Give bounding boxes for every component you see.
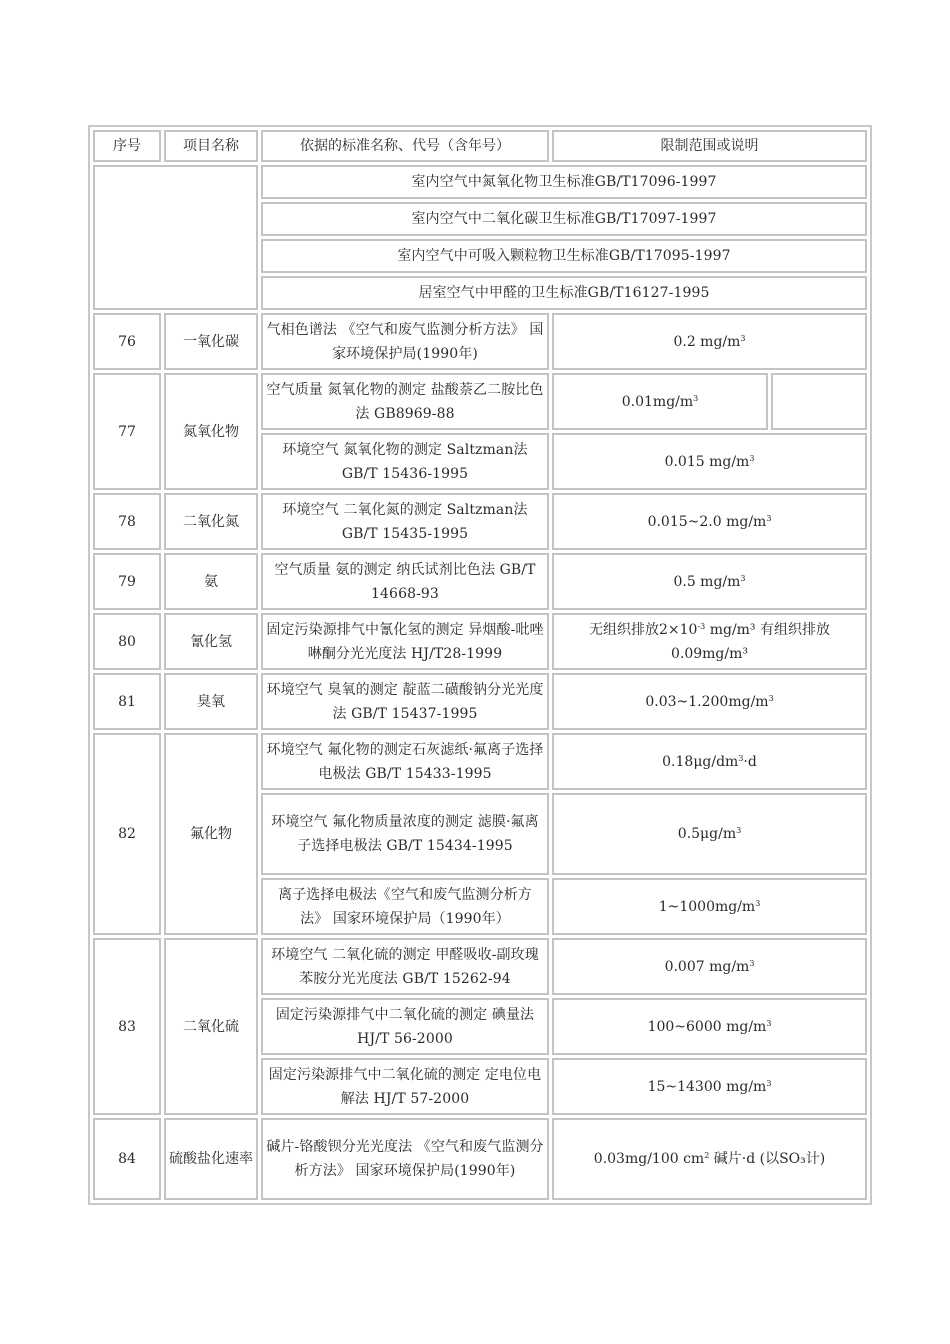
standard-cell: 室内空气中氮氧化物卫生标准GB/T17096-1997	[261, 165, 867, 199]
limit-cell	[552, 493, 867, 550]
row-number: 78	[93, 493, 161, 550]
standard-cell: 环境空气 氟化物质量浓度的测定 滤膜·氟离子选择电极法 GB/T 15434-1995	[261, 793, 549, 875]
limit-cell	[552, 793, 867, 875]
superscript: -3	[697, 621, 706, 631]
superscript: 3	[693, 393, 699, 403]
superscript: 2	[704, 1151, 710, 1160]
limit-cell	[552, 673, 867, 730]
item-name: 臭氧	[164, 673, 258, 730]
standard-cell: 空气质量 氨的测定 纳氏试剂比色法 GB/T 14668-93	[261, 553, 549, 610]
superscript: 3	[736, 826, 742, 835]
header-row	[93, 130, 867, 162]
superscript: 3	[749, 453, 755, 463]
table-row	[93, 553, 867, 610]
limit-cell	[552, 373, 768, 430]
standard-cell: 环境空气 二氧化氮的测定 Saltzman法 GB/T 15435-1995	[261, 493, 549, 550]
limit-cell	[552, 938, 867, 995]
row-number: 81	[93, 673, 161, 730]
limit-cell	[552, 878, 867, 935]
empty-cell	[771, 373, 867, 430]
limit-tail: ·d	[743, 753, 757, 770]
table-row	[93, 613, 867, 670]
limit-cell	[552, 733, 867, 790]
limit-cell	[552, 433, 867, 490]
standard-cell: 室内空气中二氧化碳卫生标准GB/T17097-1997	[261, 202, 867, 236]
item-name: 氟化物	[164, 733, 258, 935]
superscript: 3	[755, 898, 761, 908]
limit-text: 无组织排放2×10	[589, 621, 698, 638]
limit-text: 0.18μg/dm	[662, 753, 739, 770]
superscript: 3	[740, 333, 746, 343]
item-name: 硫酸盐化速率	[164, 1118, 258, 1200]
standard-cell: 居室空气中甲醛的卫生标准GB/T16127-1995	[261, 276, 867, 310]
item-name: 二氧化硫	[164, 938, 258, 1115]
limit-tail: 碱片·d (以SO₃计)	[709, 1151, 826, 1167]
table-row	[93, 938, 867, 995]
limit-text: 15~14300 mg/m	[647, 1078, 767, 1095]
limit-text: 0.2 mg/m	[673, 333, 741, 350]
superscript: 3	[749, 958, 755, 968]
table-row	[93, 1118, 867, 1200]
limit-tail: mg/m³ 有组织排放0.09mg/m³	[670, 621, 830, 662]
limit-text: 100~6000 mg/m	[647, 1018, 767, 1035]
superscript: 3	[766, 513, 772, 523]
limit-cell	[552, 613, 867, 670]
limit-text: 0.5 mg/m	[673, 573, 741, 590]
table-row	[93, 733, 867, 790]
standard-cell: 环境空气 臭氧的测定 靛蓝二磺酸钠分光光度法 GB/T 15437-1995	[261, 673, 549, 730]
standard-cell: 气相色谱法 《空气和废气监测分析方法》 国家环境保护局(1990年)	[261, 313, 549, 370]
row-number: 77	[93, 373, 161, 490]
item-name: 二氧化氮	[164, 493, 258, 550]
table-row	[93, 313, 867, 370]
limit-text: 0.03~1.200mg/m	[645, 693, 769, 710]
limit-text: 0.03mg/100 cm	[593, 1151, 705, 1167]
limit-text: 0.01mg/m	[621, 393, 694, 410]
row-number: 84	[93, 1118, 161, 1200]
table-row	[93, 493, 867, 550]
row-number: 80	[93, 613, 161, 670]
row-number: 79	[93, 553, 161, 610]
row-number: 76	[93, 313, 161, 370]
limit-text: 1~1000mg/m	[658, 898, 756, 915]
standard-cell: 环境空气 氟化物的测定石灰滤纸·氟离子选择电极法 GB/T 15433-1995	[261, 733, 549, 790]
table-row	[93, 673, 867, 730]
standard-cell: 离子选择电极法《空气和废气监测分析方法》 国家环境保护局（1990年）	[261, 878, 549, 935]
item-name: 氰化氢	[164, 613, 258, 670]
standard-cell: 固定污染源排气中氰化氢的测定 异烟酸-吡唑啉酮分光光度法 HJ/T28-1999	[261, 613, 549, 670]
superscript: 3	[738, 753, 744, 763]
table-row	[93, 165, 867, 199]
limit-cell	[552, 1118, 867, 1200]
standard-cell: 碱片-铬酸钡分光光度法 《空气和废气监测分析方法》 国家环境保护局(1990年)	[261, 1118, 549, 1200]
row-number: 83	[93, 938, 161, 1115]
table-row	[93, 373, 867, 430]
limit-cell	[552, 313, 867, 370]
standard-cell: 固定污染源排气中二氧化硫的测定 碘量法 HJ/T 56-2000	[261, 998, 549, 1055]
header-cell-no: 序号	[93, 130, 161, 162]
item-name: 一氧化碳	[164, 313, 258, 370]
standard-cell: 环境空气 二氧化硫的测定 甲醛吸收-副玫瑰苯胺分光光度法 GB/T 15262-94	[261, 938, 549, 995]
standard-cell: 固定污染源排气中二氧化硫的测定 定电位电解法 HJ/T 57-2000	[261, 1058, 549, 1115]
limit-cell	[552, 1058, 867, 1115]
limit-text: 0.007 mg/m	[664, 958, 750, 975]
item-name: 氮氧化物	[164, 373, 258, 490]
limit-cell	[552, 553, 867, 610]
superscript: 3	[766, 1078, 772, 1088]
limit-text: 0.5μg/m	[677, 826, 737, 842]
header-cell-limit: 限制范围或说明	[552, 130, 867, 162]
standards-table	[88, 125, 872, 1205]
standard-cell: 空气质量 氮氧化物的测定 盐酸萘乙二胺比色法 GB8969-88	[261, 373, 549, 430]
standard-cell: 环境空气 氮氧化物的测定 Saltzman法 GB/T 15436-1995	[261, 433, 549, 490]
limit-text: 0.015~2.0 mg/m	[647, 513, 767, 530]
superscript: 3	[766, 1018, 772, 1028]
superscript: 3	[740, 573, 746, 583]
item-name: 氨	[164, 553, 258, 610]
header-cell-standard: 依据的标准名称、代号（含年号）	[261, 130, 549, 162]
row-number: 82	[93, 733, 161, 935]
limit-text: 0.015 mg/m	[664, 453, 750, 470]
standard-cell: 室内空气中可吸入颗粒物卫生标准GB/T17095-1997	[261, 239, 867, 273]
header-cell-name: 项目名称	[164, 130, 258, 162]
empty-cell	[93, 165, 258, 310]
superscript: 3	[768, 693, 774, 703]
limit-cell	[552, 998, 867, 1055]
